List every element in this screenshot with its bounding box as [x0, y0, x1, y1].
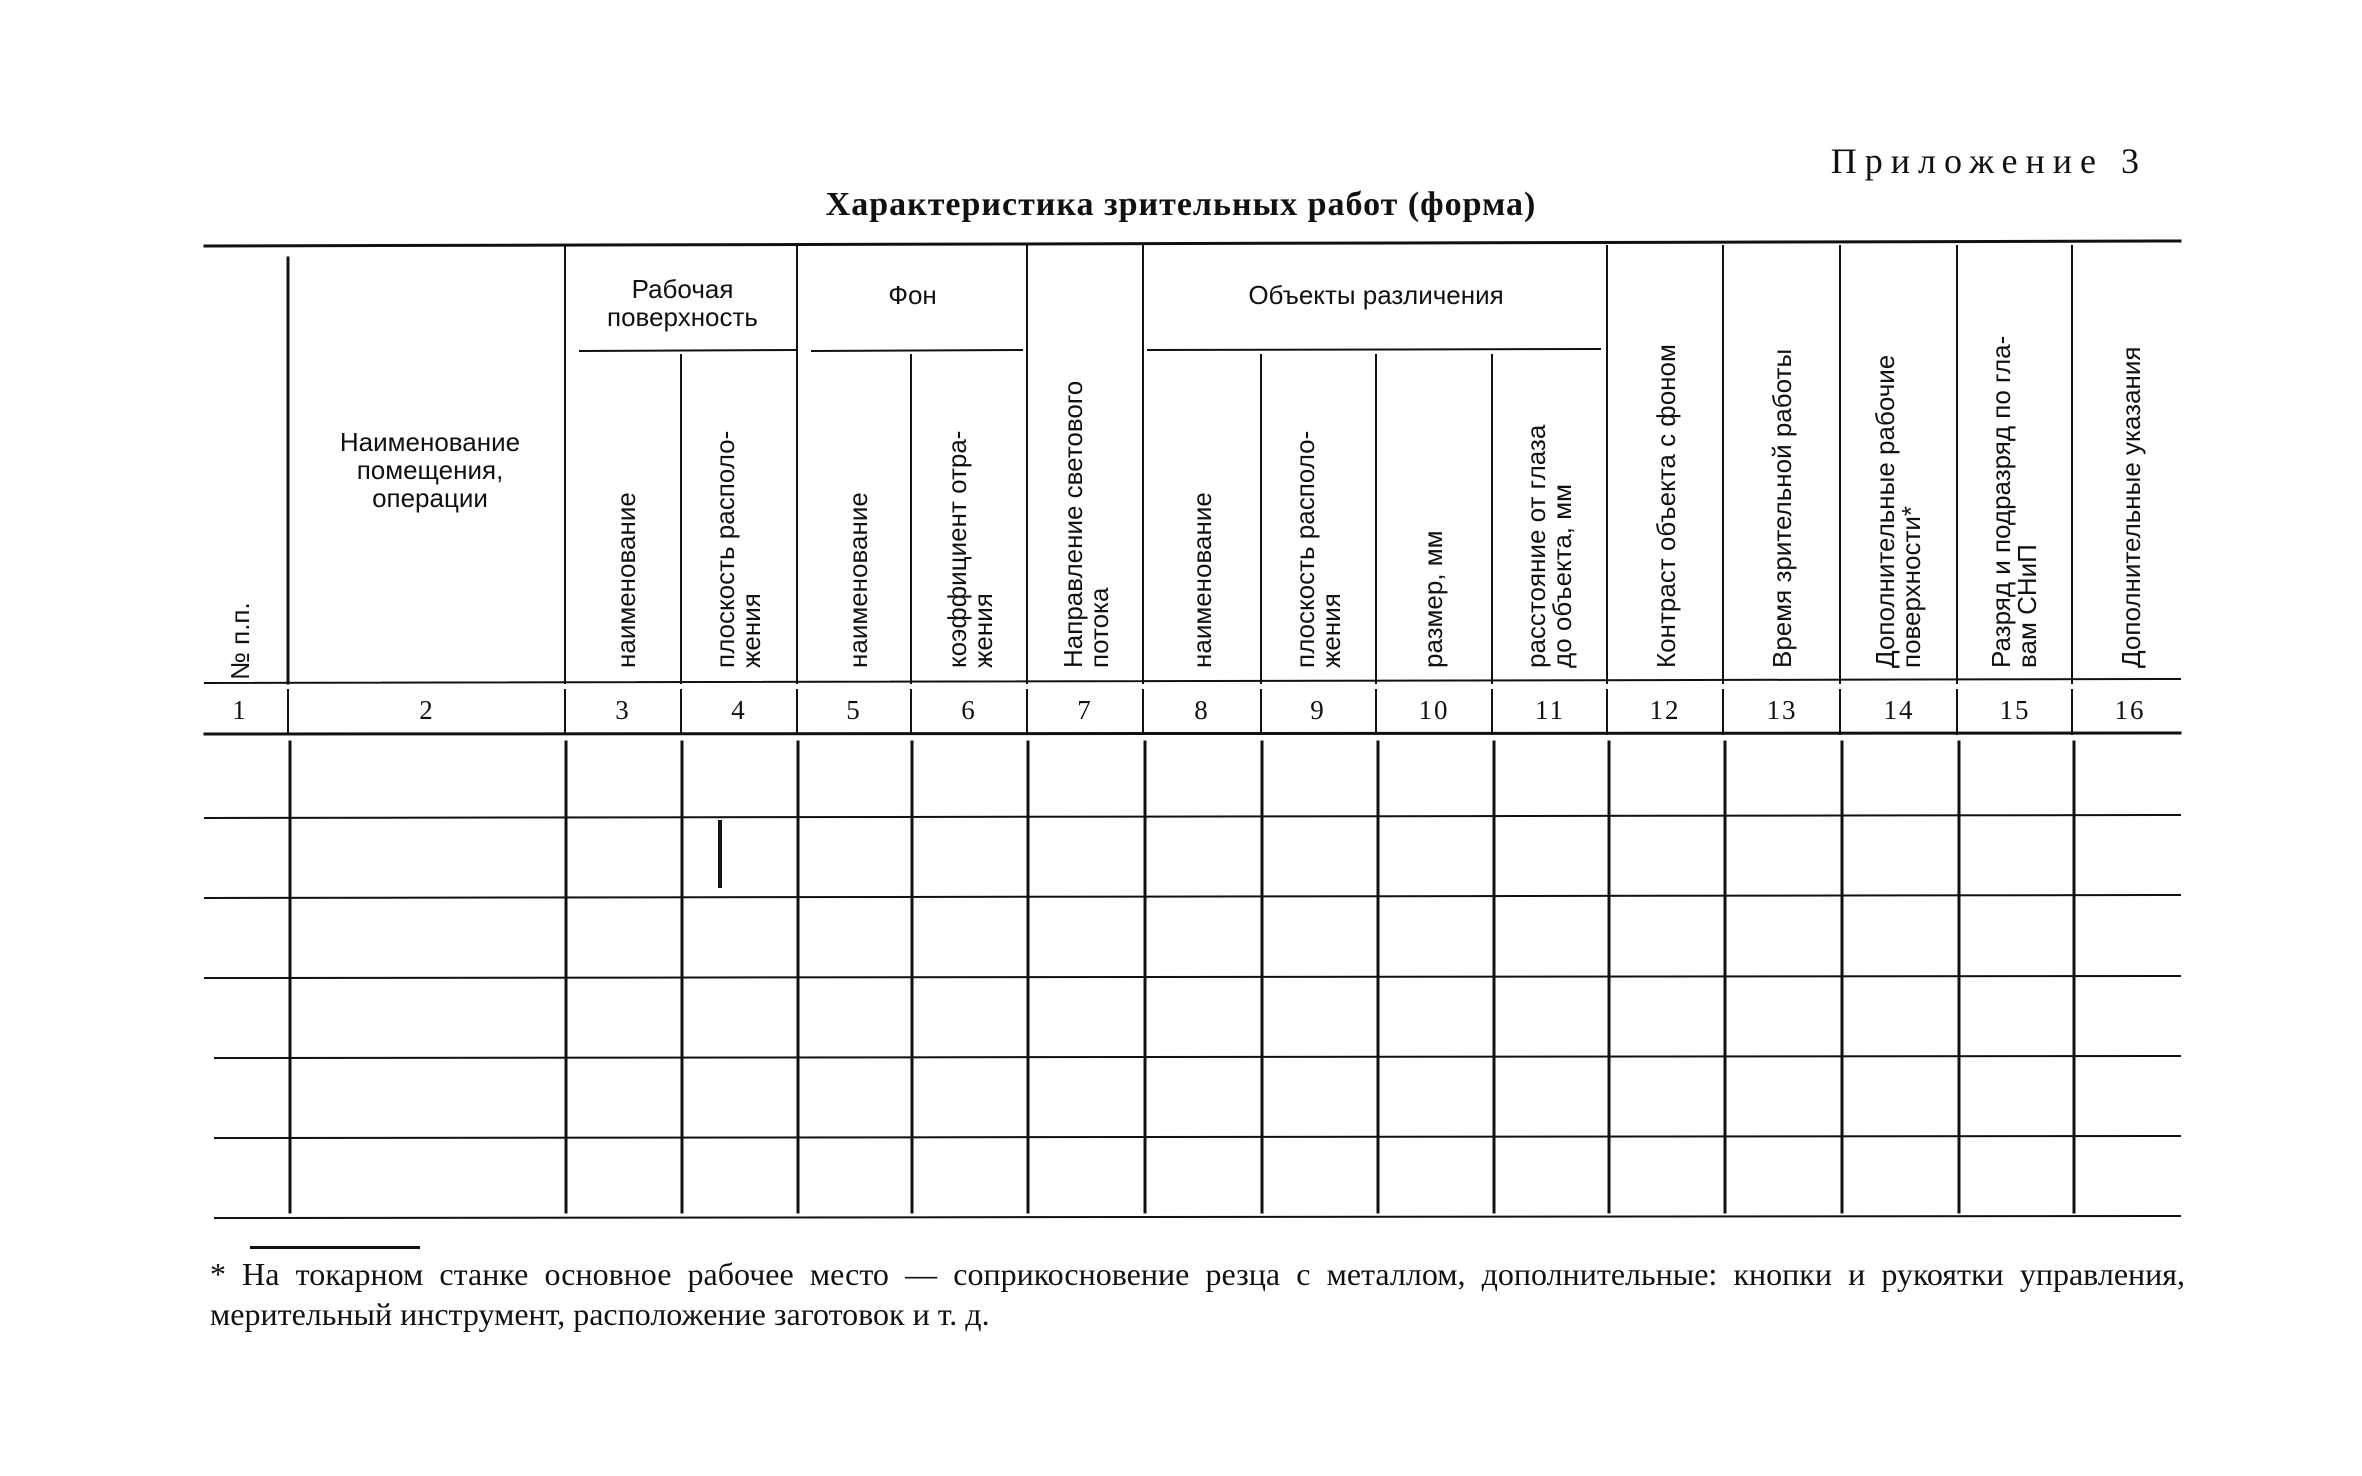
row-rule — [215, 1216, 2180, 1218]
header-c4-line2: жения — [736, 593, 766, 668]
row-rule — [215, 1136, 2180, 1138]
header-c6-line1: коэффициент отра- — [942, 430, 972, 668]
column-number: 5 — [846, 695, 862, 725]
column-number: 11 — [1535, 695, 1565, 725]
column-number: 16 — [2114, 695, 2146, 725]
header-c11-line1: расстояние от глаза — [1521, 424, 1551, 668]
column-number: 15 — [1999, 695, 2031, 725]
header-c13-label: Время зрительной работы — [1767, 348, 1797, 668]
column-number: 9 — [1310, 695, 1326, 725]
table-top-rule — [205, 241, 2180, 246]
header-c4-line1: плоскость располо- — [710, 430, 740, 668]
header-c1 — [222, 540, 258, 680]
numbers-rule — [205, 733, 2180, 734]
header-c16 — [2113, 278, 2149, 668]
column-number: 1 — [232, 695, 248, 725]
header-c3 — [608, 368, 644, 668]
header-c6 — [942, 348, 998, 668]
header-c8-label: наименование — [1187, 492, 1217, 668]
header-c15-line2: вам СНиП — [2012, 544, 2042, 668]
header-c9 — [1290, 348, 1346, 668]
header-c15 — [1986, 268, 2042, 668]
header-room-operation — [300, 420, 560, 520]
group-work-surface — [570, 268, 795, 338]
header-c14-line1: Дополнительные рабочие — [1870, 354, 1900, 668]
header-c8 — [1184, 368, 1220, 668]
column-number: 13 — [1766, 695, 1798, 725]
header-room-operation-label: Наименование помещения, операции — [339, 427, 521, 513]
group-background-label: Фон — [888, 280, 937, 310]
header-c9-line1: плоскость располо- — [1290, 430, 1320, 668]
header-c10-label: размер, мм — [1418, 530, 1448, 668]
column-number: 12 — [1649, 695, 1681, 725]
group-objects-label: Объекты различения — [1248, 280, 1504, 310]
row-rule — [205, 976, 2180, 978]
header-c7 — [1058, 338, 1114, 668]
column-number: 7 — [1077, 695, 1093, 725]
row-rule — [205, 815, 2180, 818]
header-c9-line2: жения — [1316, 593, 1346, 668]
row-rule — [215, 1056, 2180, 1058]
header-c7-line1: Направление светового — [1058, 380, 1088, 668]
header-c11-line2: до объекта, мм — [1547, 484, 1577, 668]
header-c4 — [710, 348, 766, 668]
footnote: * На токарном станке основное рабочее место — соприкосновение резца с металлом, дополнительные: кнопки и рукоятки управления, мерительный инструмент, расположение заготовок и т. д. — [210, 1256, 2185, 1332]
group-work-surface-label: Рабочая поверхность — [607, 274, 758, 332]
header-c6-line2: жения — [968, 593, 998, 668]
header-c14-line2: поверхности* — [1896, 505, 1926, 668]
header-c15-line1: Разряд и подразряд по гла- — [1986, 335, 2016, 668]
column-number: 3 — [615, 695, 631, 725]
header-c5 — [840, 368, 876, 668]
header-c3-label: наименование — [611, 492, 641, 668]
group-background — [800, 270, 1025, 320]
header-c10 — [1415, 368, 1451, 668]
column-number: 4 — [731, 695, 747, 725]
page-title: Характеристика зрительных работ (форма) — [825, 186, 1537, 223]
appendix-label: Приложение 3 — [1830, 141, 2147, 181]
header-c5-label: наименование — [843, 492, 873, 668]
column-number: 6 — [961, 695, 977, 725]
footnote-rule — [250, 1246, 420, 1249]
header-rule — [205, 679, 2180, 683]
header-c13 — [1764, 278, 1800, 668]
column-number: 14 — [1883, 695, 1915, 725]
header-c1-label: № п.п. — [225, 602, 255, 680]
header-c7-line2: потока — [1084, 587, 1114, 668]
column-number: 2 — [419, 695, 435, 725]
header-c12-label: Контраст объекта с фоном — [1651, 344, 1681, 668]
header-c14 — [1870, 278, 1926, 668]
column-number: 10 — [1418, 695, 1450, 725]
group-objects — [1146, 270, 1606, 320]
header-c16-label: Дополнительные указания — [2116, 346, 2146, 668]
header-c12 — [1648, 278, 1684, 668]
column-number: 8 — [1194, 695, 1210, 725]
row-rule — [205, 895, 2180, 898]
header-c11 — [1521, 348, 1577, 668]
